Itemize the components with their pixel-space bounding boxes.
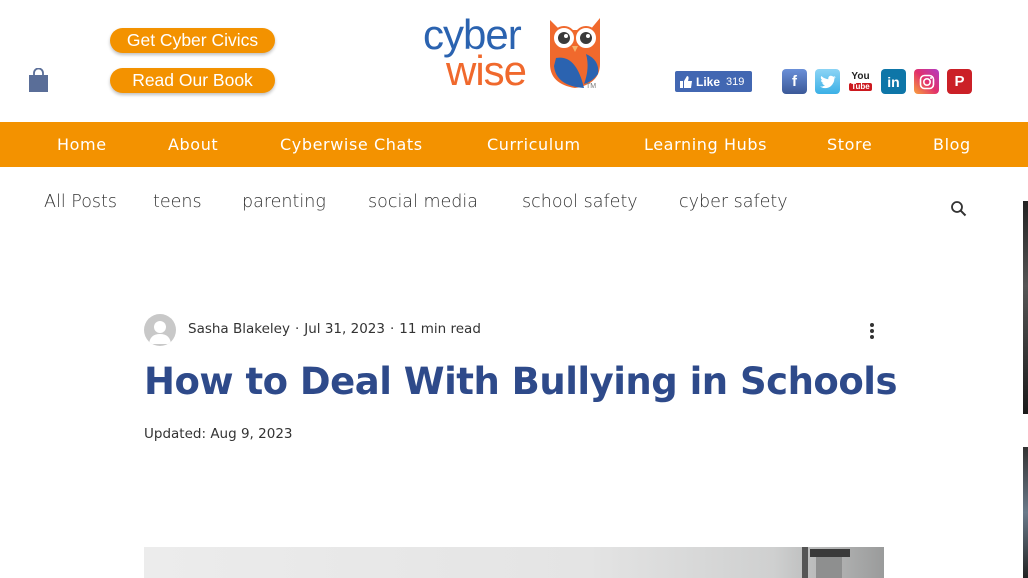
- get-cyber-civics-button[interactable]: Get Cyber Civics: [110, 28, 275, 53]
- nav-curriculum[interactable]: Curriculum: [487, 135, 581, 154]
- site-header: [0, 0, 1028, 122]
- read-time: 11 min read: [399, 321, 481, 337]
- twitter-icon[interactable]: [815, 69, 840, 94]
- category-school-safety[interactable]: school safety: [522, 192, 638, 212]
- updated-label: Updated:: [144, 426, 207, 442]
- pinterest-icon[interactable]: P: [947, 69, 972, 94]
- updated-date: Aug 9, 2023: [210, 426, 293, 442]
- logo-word-cyber: cyber: [423, 11, 521, 58]
- read-our-book-button[interactable]: Read Our Book: [110, 68, 275, 93]
- cyberwise-logo[interactable]: [420, 12, 605, 96]
- category-all-posts[interactable]: All Posts: [44, 192, 117, 212]
- post-title: How to Deal With Bullying in Schools: [144, 360, 897, 403]
- author-avatar[interactable]: [144, 314, 176, 346]
- category-parenting[interactable]: parenting: [242, 192, 326, 212]
- hero-image-fragment: [144, 547, 884, 578]
- post-hero-image: [144, 547, 884, 578]
- nav-blog[interactable]: Blog: [933, 135, 971, 154]
- trademark-mark: TM: [586, 83, 597, 90]
- thumbs-up-icon: [680, 76, 692, 88]
- facebook-like-button[interactable]: [675, 71, 752, 92]
- search-icon[interactable]: [950, 200, 967, 217]
- more-actions-icon[interactable]: [866, 321, 878, 341]
- post-meta: Sasha Blakeley · Jul 31, 2023 · 11 min read: [188, 321, 481, 337]
- main-nav: [0, 122, 1028, 167]
- sidebar-image-1[interactable]: [1023, 201, 1028, 414]
- instagram-icon[interactable]: [914, 69, 939, 94]
- owl-icon: [546, 14, 604, 90]
- social-links: [782, 69, 972, 94]
- facebook-icon[interactable]: f: [782, 69, 807, 94]
- nav-home[interactable]: Home: [57, 135, 107, 154]
- nav-cyberwise-chats[interactable]: Cyberwise Chats: [280, 135, 423, 154]
- category-teens[interactable]: teens: [153, 192, 202, 212]
- shopping-bag-icon[interactable]: [29, 68, 48, 92]
- post-date: Jul 31, 2023: [304, 321, 385, 337]
- logo-word-wise: wise: [446, 47, 527, 94]
- post-updated: [144, 426, 293, 442]
- like-label: Like: [696, 74, 721, 89]
- linkedin-icon[interactable]: in: [881, 69, 906, 94]
- youtube-icon[interactable]: You Tube: [848, 69, 873, 94]
- nav-learning-hubs[interactable]: Learning Hubs: [644, 135, 768, 154]
- nav-store[interactable]: Store: [827, 135, 873, 154]
- sidebar-image-2[interactable]: [1023, 447, 1028, 578]
- category-cyber-safety[interactable]: cyber safety: [679, 192, 788, 212]
- user-silhouette-icon: [144, 314, 176, 346]
- nav-about[interactable]: About: [168, 135, 219, 154]
- like-count: 319: [726, 75, 745, 88]
- author-name[interactable]: Sasha Blakeley: [188, 321, 290, 337]
- youtube-you: You: [851, 71, 870, 82]
- category-social-media[interactable]: social media: [368, 192, 478, 212]
